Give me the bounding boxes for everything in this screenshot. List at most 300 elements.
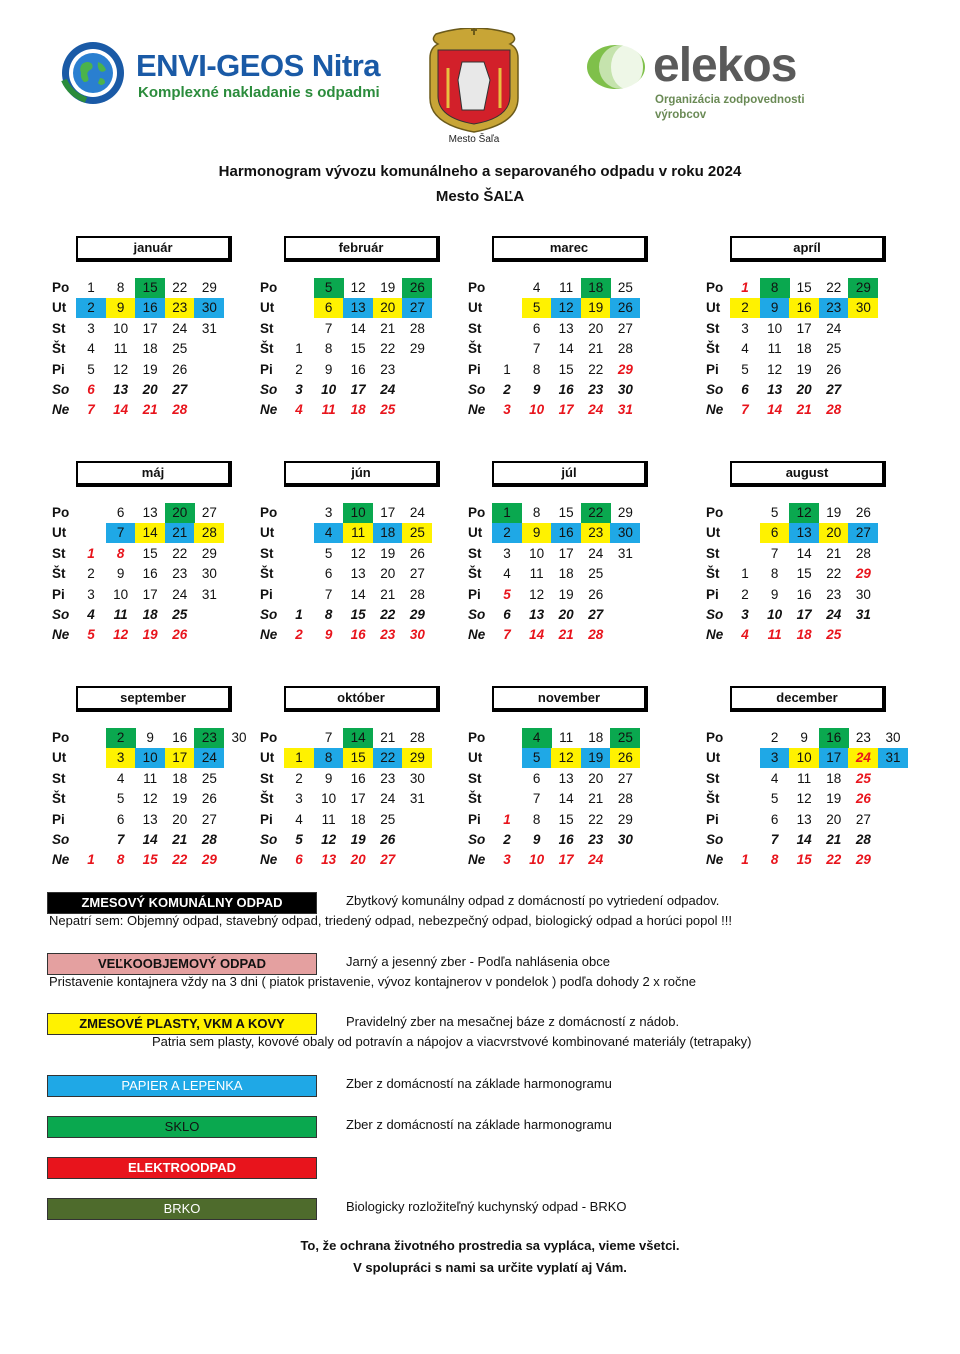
day-label: Po — [52, 730, 70, 745]
calendar-day: 4 — [741, 627, 749, 643]
calendar-day: 6 — [324, 566, 333, 582]
day-label: Ut — [468, 300, 483, 316]
calendar-day: 29 — [855, 566, 871, 582]
calendar-day: 28 — [855, 832, 871, 847]
calendar-day: 17 — [558, 402, 574, 418]
month-name: november — [492, 686, 648, 712]
calendar-day: 10 — [113, 586, 129, 602]
day-label: Pi — [260, 586, 273, 602]
calendar-day: 8 — [770, 852, 779, 868]
calendar-day: 25 — [201, 770, 217, 786]
calendar-day: 18 — [142, 607, 158, 622]
calendar-day: 6 — [314, 298, 344, 318]
calendar-day: 6 — [532, 770, 541, 786]
calendar-day: 20 — [819, 523, 849, 543]
calendar-day: 31 — [409, 791, 425, 807]
calendar-day: 1 — [295, 341, 303, 357]
calendar-day: 20 — [165, 503, 195, 523]
elekos-subtitle — [655, 93, 855, 123]
calendar-day: 23 — [581, 523, 611, 543]
calendar-day: 26 — [172, 361, 188, 377]
calendar-day: 12 — [767, 361, 783, 377]
calendar-day: 9 — [522, 523, 552, 543]
day-label: Ne — [706, 627, 724, 643]
month-name: január — [76, 236, 232, 262]
calendar-day: 23 — [380, 770, 396, 786]
calendar-day: 28 — [194, 523, 224, 543]
day-label: Ut — [52, 525, 67, 541]
calendar-day: 16 — [350, 361, 366, 377]
calendar-day: 5 — [87, 627, 95, 643]
calendar-day: 27 — [201, 811, 217, 827]
envi-geos-title: ENVI-GEOS Nitra — [136, 48, 380, 83]
calendar-day: 22 — [380, 607, 396, 622]
calendar-day: 11 — [113, 607, 128, 622]
day-label: St — [52, 320, 66, 336]
elekos-wordmark: elekos — [653, 39, 797, 92]
legend-description: Jarný a jesenný zber - Podľa nahlásenia obce — [346, 954, 610, 969]
calendar-day: 19 — [350, 832, 366, 847]
calendar-day: 11 — [343, 523, 373, 543]
calendar-day: 3 — [760, 748, 790, 768]
calendar-day: 19 — [380, 545, 396, 561]
day-label: St — [706, 545, 720, 561]
calendar-day: 28 — [855, 545, 871, 561]
calendar-day: 28 — [201, 832, 217, 847]
calendar-day: 11 — [143, 770, 158, 786]
calendar-day: 21 — [165, 523, 195, 543]
calendar-day: 29 — [402, 748, 432, 768]
calendar-day: 3 — [87, 320, 95, 336]
calendar-day: 4 — [116, 770, 125, 786]
day-label: St — [260, 770, 274, 786]
legend-description: Biologicky rozložiteľný kuchynský odpad - BRKO — [346, 1199, 627, 1214]
calendar-day: 2 — [770, 730, 779, 745]
day-label: Ut — [468, 525, 483, 541]
calendar-day: 12 — [113, 627, 129, 643]
calendar-day: 26 — [402, 278, 432, 298]
calendar-day: 28 — [409, 586, 425, 602]
calendar-day: 19 — [380, 280, 396, 295]
legend-label: SKLO — [47, 1116, 317, 1138]
calendar-day: 20 — [373, 298, 403, 318]
calendar-day: 4 — [314, 523, 344, 543]
calendar-day: 5 — [314, 278, 344, 298]
calendar-day: 6 — [770, 811, 779, 827]
calendar-day: 17 — [350, 382, 366, 397]
calendar-day: 25 — [380, 811, 396, 827]
day-label: Ut — [706, 750, 721, 766]
calendar-day: 17 — [142, 586, 158, 602]
day-label: So — [52, 607, 70, 622]
calendar-day: 12 — [142, 791, 158, 807]
calendar-day: 13 — [350, 566, 366, 582]
calendar-day: 29 — [201, 545, 217, 561]
calendar-day: 4 — [770, 770, 779, 786]
calendar-day: 26 — [409, 545, 425, 561]
calendar-day: 13 — [142, 505, 158, 520]
crest-caption: Mesto Šaľa — [448, 134, 500, 145]
calendar-day: 4 — [532, 280, 541, 295]
day-label: Ut — [260, 525, 275, 541]
calendar-day: 6 — [87, 382, 95, 397]
calendar-day: 15 — [796, 566, 812, 582]
globe-icon — [60, 40, 126, 106]
calendar-day: 19 — [826, 791, 842, 807]
month-máj — [52, 461, 287, 656]
calendar-day: 15 — [350, 341, 366, 357]
calendar-day: 2 — [741, 586, 749, 602]
calendar-day: 4 — [503, 566, 511, 582]
day-label: Po — [260, 505, 278, 520]
calendar-day: 24 — [194, 748, 224, 768]
calendar-day: 13 — [113, 382, 129, 397]
calendar-day: 4 — [295, 811, 303, 827]
month-marec — [468, 236, 703, 431]
calendar-day: 19 — [558, 586, 574, 602]
calendar-day: 2 — [503, 382, 511, 397]
calendar-day: 6 — [741, 382, 749, 397]
calendar-day: 16 — [551, 523, 581, 543]
calendar-day: 25 — [588, 566, 604, 582]
calendar-day: 1 — [503, 811, 511, 827]
day-label: Pi — [52, 586, 65, 602]
calendar-day: 1 — [503, 361, 511, 377]
calendar-day: 3 — [87, 586, 95, 602]
calendar-day: 7 — [87, 402, 95, 418]
calendar-day: 11 — [559, 730, 574, 745]
calendar-day: 24 — [588, 545, 604, 561]
calendar-day: 25 — [826, 341, 842, 357]
day-label: Ut — [706, 525, 721, 541]
calendar-day: 11 — [321, 402, 336, 418]
day-label: Pi — [260, 361, 273, 377]
calendar-day: 2 — [730, 298, 760, 318]
month-apríl — [706, 236, 941, 431]
calendar-day: 20 — [142, 382, 158, 397]
day-label: Ne — [468, 627, 486, 643]
calendar-day: 7 — [770, 832, 779, 847]
day-label: Št — [260, 341, 274, 357]
calendar-day: 2 — [492, 523, 522, 543]
calendar-day: 20 — [350, 852, 366, 868]
calendar-day: 7 — [324, 586, 333, 602]
legend-description: Pravidelný zber na mesačnej báze z domácností z nádob. — [346, 1014, 680, 1029]
calendar-day: 29 — [201, 852, 217, 868]
calendar-day: 5 — [741, 361, 749, 377]
calendar-day: 9 — [106, 298, 136, 318]
calendar-day: 15 — [796, 852, 812, 868]
day-label: So — [706, 832, 724, 847]
calendar-day: 10 — [789, 748, 819, 768]
legend-description: Zber z domácností na základe harmonogramu — [346, 1117, 612, 1132]
month-august — [706, 461, 941, 656]
month-január — [52, 236, 287, 431]
calendar-day: 26 — [610, 298, 640, 318]
month-október — [260, 686, 495, 881]
calendar-day: 15 — [350, 607, 366, 622]
day-label: Po — [52, 280, 70, 295]
month-február — [260, 236, 495, 431]
calendar-day: 2 — [106, 728, 136, 748]
day-label: Št — [52, 341, 66, 357]
calendar-day: 18 — [588, 730, 604, 745]
calendar-day: 8 — [532, 811, 541, 827]
calendar-day: 16 — [789, 298, 819, 318]
calendar-day: 14 — [558, 341, 574, 357]
calendar-day: 9 — [532, 832, 541, 847]
calendar-day: 20 — [558, 607, 574, 622]
calendar-day: 17 — [796, 320, 812, 336]
calendar-day: 10 — [135, 748, 165, 768]
calendar-day: 11 — [321, 811, 336, 827]
calendar-day: 29 — [409, 607, 425, 622]
calendar-day: 11 — [797, 770, 812, 786]
calendar-day: 26 — [588, 586, 604, 602]
calendar-day: 8 — [116, 545, 125, 561]
calendar-day: 13 — [789, 523, 819, 543]
calendar-day: 9 — [800, 730, 808, 745]
calendar-day: 25 — [617, 280, 633, 295]
calendar-day: 6 — [760, 523, 790, 543]
calendar-day: 27 — [826, 382, 842, 397]
calendar-day: 30 — [610, 523, 640, 543]
calendar-day: 25 — [172, 341, 188, 357]
calendar-day: 10 — [767, 320, 783, 336]
calendar-day: 22 — [826, 566, 842, 582]
calendar-day: 23 — [172, 566, 188, 582]
calendar-day: 19 — [172, 791, 188, 807]
calendar-day: 15 — [142, 545, 158, 561]
day-label: Ut — [260, 300, 275, 316]
calendar-day: 24 — [826, 607, 842, 622]
day-label: Ut — [260, 750, 275, 766]
calendar-day: 25 — [172, 607, 188, 622]
calendar-day: 5 — [295, 832, 303, 847]
calendar-day: 20 — [826, 811, 842, 827]
calendar-day: 16 — [350, 627, 366, 643]
calendar-day: 24 — [409, 505, 425, 520]
month-name: august — [730, 461, 886, 487]
day-label: St — [52, 770, 66, 786]
calendar-day: 26 — [826, 361, 842, 377]
calendar-day: 16 — [796, 586, 812, 602]
calendar-day: 26 — [201, 791, 217, 807]
day-label: Po — [706, 730, 724, 745]
calendar-day: 8 — [324, 607, 333, 622]
calendar-day: 5 — [770, 791, 779, 807]
calendar-day: 28 — [617, 341, 633, 357]
calendar-day: 24 — [172, 586, 188, 602]
day-label: Ne — [706, 852, 724, 868]
month-name: december — [730, 686, 886, 712]
calendar-day: 5 — [522, 298, 552, 318]
calendar-day: 25 — [855, 770, 871, 786]
day-label: Po — [52, 505, 70, 520]
calendar-day: 17 — [558, 545, 574, 561]
month-november — [468, 686, 703, 881]
calendar-day: 3 — [295, 791, 303, 807]
calendar-day: 15 — [558, 361, 574, 377]
calendar-day: 28 — [172, 402, 188, 418]
calendar-day: 22 — [380, 341, 396, 357]
day-label: Ut — [706, 300, 721, 316]
day-label: Ne — [468, 402, 486, 418]
calendar-day: 21 — [142, 402, 158, 418]
calendar-day: 24 — [172, 320, 188, 336]
day-label: Ne — [706, 402, 724, 418]
calendar-day: 19 — [142, 361, 158, 377]
calendar-day: 11 — [559, 280, 574, 295]
calendar-day: 17 — [796, 607, 812, 622]
calendar-day: 16 — [819, 728, 849, 748]
calendar-day: 30 — [885, 730, 901, 745]
day-label: So — [260, 607, 278, 622]
calendar-day: 27 — [617, 320, 633, 336]
day-label: Št — [468, 341, 482, 357]
calendar-day: 13 — [558, 770, 574, 786]
calendar-day: 13 — [796, 811, 812, 827]
calendar-day: 18 — [826, 770, 842, 786]
calendar-day: 21 — [172, 832, 188, 847]
legend-description: Zber z domácností na základe harmonogramu — [346, 1076, 612, 1091]
calendar-day: 24 — [380, 791, 396, 807]
page-subtitle: Mesto ŠAĽA — [435, 188, 525, 205]
day-label: So — [468, 832, 486, 847]
calendar-day: 6 — [532, 320, 541, 336]
calendar-day: 21 — [826, 832, 842, 847]
calendar-day: 26 — [172, 627, 188, 643]
calendar-day: 1 — [284, 748, 314, 768]
calendar-day: 4 — [87, 341, 95, 357]
calendar-day: 23 — [165, 298, 195, 318]
day-label: Pi — [468, 586, 481, 602]
day-label: Ut — [52, 300, 67, 316]
calendar-day: 8 — [116, 280, 125, 295]
calendar-day: 31 — [878, 748, 908, 768]
calendar-day: 24 — [380, 382, 396, 397]
calendar-day: 11 — [113, 341, 128, 357]
calendar-day: 27 — [588, 607, 604, 622]
calendar-day: 19 — [796, 361, 812, 377]
calendar-day: 19 — [826, 505, 842, 520]
calendar-day: 3 — [741, 607, 749, 622]
calendar-day: 27 — [409, 566, 425, 582]
legend-label: BRKO — [47, 1198, 317, 1220]
calendar-day: 3 — [741, 320, 749, 336]
calendar-day: 11 — [529, 566, 544, 582]
calendar-day: 7 — [532, 341, 541, 357]
calendar-day: 10 — [343, 503, 373, 523]
calendar-day: 15 — [558, 505, 574, 520]
calendar-day: 15 — [135, 278, 165, 298]
calendar-day: 14 — [350, 586, 366, 602]
elekos-subtitle-line2: výrobcov — [655, 109, 707, 121]
footer-line1: To, že ochrana životného prostredia sa vypláca, vieme všetci. — [300, 1238, 680, 1253]
day-label: Pi — [706, 811, 719, 827]
calendar-day: 11 — [767, 341, 782, 357]
calendar-day: 20 — [588, 320, 604, 336]
day-label: Ne — [52, 627, 70, 643]
day-label: So — [52, 382, 70, 397]
legend-label: PAPIER A LEPENKA — [47, 1075, 317, 1097]
day-label: Št — [260, 791, 274, 807]
calendar-day: 31 — [201, 586, 217, 602]
calendar-day: 15 — [142, 852, 158, 868]
calendar-day: 29 — [617, 811, 633, 827]
calendar-day: 27 — [848, 523, 878, 543]
calendar-day: 31 — [617, 402, 633, 418]
calendar-day: 1 — [295, 607, 303, 622]
calendar-day: 27 — [172, 382, 188, 397]
calendar-day: 23 — [826, 586, 842, 602]
calendar-day: 13 — [343, 298, 373, 318]
calendar-day: 6 — [116, 811, 125, 827]
calendar-day: 9 — [324, 361, 333, 377]
calendar-day: 5 — [116, 791, 125, 807]
day-label: Št — [468, 791, 482, 807]
calendar-day: 13 — [142, 811, 158, 827]
calendar-day: 26 — [380, 832, 396, 847]
day-label: St — [260, 545, 274, 561]
calendar-day: 13 — [767, 382, 783, 397]
calendar-day: 14 — [135, 523, 165, 543]
calendar-day: 23 — [588, 832, 604, 847]
calendar-day: 29 — [409, 341, 425, 357]
calendar-day: 1 — [741, 852, 749, 868]
calendar-day: 18 — [373, 523, 403, 543]
calendar-day: 29 — [201, 280, 217, 295]
calendar-day: 8 — [760, 278, 790, 298]
calendar-day: 1 — [741, 566, 749, 582]
calendar-day: 3 — [503, 402, 511, 418]
day-label: Ut — [468, 750, 483, 766]
calendar-day: 7 — [532, 791, 541, 807]
legend-description: Zbytkový komunálny odpad z domácností po vytriedení odpadov. — [346, 893, 720, 908]
calendar-day: 18 — [142, 341, 158, 357]
day-label: Po — [468, 505, 486, 520]
day-label: So — [260, 832, 278, 847]
calendar-day: 17 — [558, 852, 574, 868]
coat-of-arms-icon — [414, 28, 534, 134]
calendar-day: 5 — [770, 505, 779, 520]
day-label: Po — [468, 280, 486, 295]
calendar-day: 20 — [588, 770, 604, 786]
calendar-day: 3 — [106, 748, 136, 768]
calendar-day: 14 — [796, 832, 812, 847]
calendar-day: 14 — [343, 728, 373, 748]
calendar-day: 5 — [503, 586, 511, 602]
calendar-day: 4 — [741, 341, 749, 357]
day-label: Št — [52, 791, 66, 807]
calendar-day: 14 — [350, 320, 366, 336]
calendar-day: 18 — [796, 341, 812, 357]
day-label: Ne — [52, 402, 70, 418]
day-label: Ne — [468, 852, 486, 868]
calendar-day: 27 — [855, 811, 871, 827]
calendar-day: 16 — [142, 566, 158, 582]
day-label: Ne — [260, 627, 278, 643]
day-label: St — [706, 320, 720, 336]
calendar-day: 23 — [855, 730, 871, 745]
calendar-day: 12 — [551, 298, 581, 318]
legend-note: Pristavenie kontajnera vždy na 3 dni ( piatok pristavenie, vývoz kontajnerov v pondelok ) podľa dohody 2 x ročne — [49, 974, 696, 989]
day-label: So — [52, 832, 70, 847]
calendar-day: 28 — [409, 320, 425, 336]
calendar-day: 8 — [770, 566, 779, 582]
envi-geos-logo — [58, 38, 388, 118]
sala-crest — [414, 28, 534, 150]
